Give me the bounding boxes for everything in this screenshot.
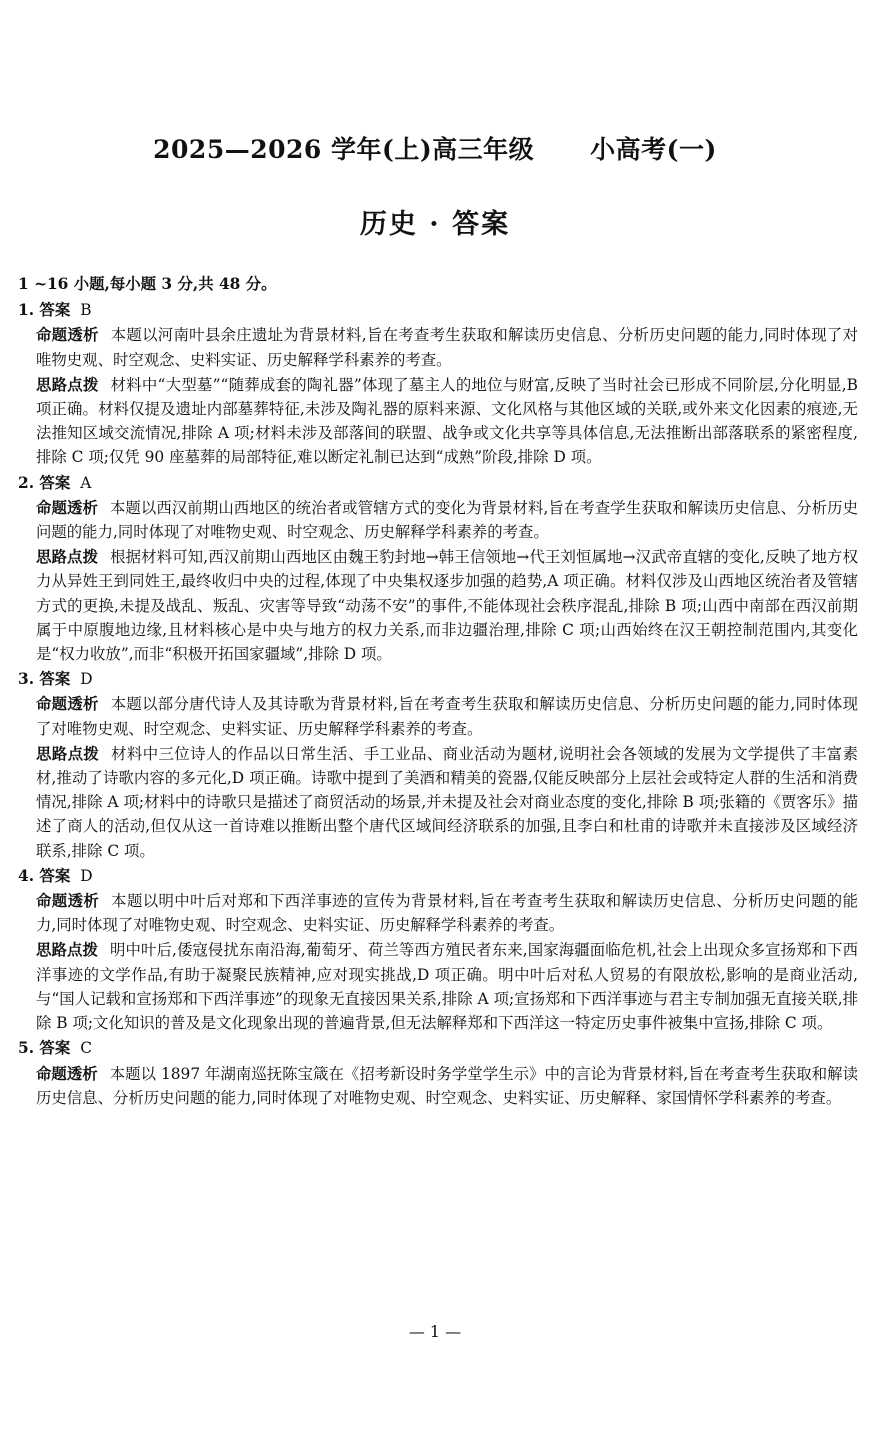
- analysis-text: 本题以西汉前期山西地区的统治者或管辖方式的变化为背景材料,旨在考查学生获取和解读历史信息、分析历史问题的能力,同时体现了对唯物史观、时空观念、历史解释学科素养的考查。: [36, 498, 858, 542]
- section-intro: 1 ~16 小题,每小题 3 分,共 48 分。: [18, 275, 277, 293]
- analysis-tag: 命题透析: [36, 498, 98, 517]
- answer-content: [18, 272, 858, 1111]
- hint-paragraph: [18, 545, 858, 666]
- question-answer-line: [18, 667, 858, 691]
- answer-letter: C: [80, 1039, 92, 1058]
- answer-letter: A: [80, 473, 92, 492]
- analysis-text: 本题以 1897 年湖南巡抚陈宝箴在《招考新设时务学堂学生示》中的言论为背景材料,旨在考查考生获取和解读历史信息、分析历史问题的能力,同时体现了对唯物史观、时空观念、史料实证、历史解释、家国情怀学科素养的考查。: [36, 1064, 858, 1107]
- page-title: 历史 · 答案: [359, 209, 511, 240]
- analysis-tag: 命题透析: [36, 326, 99, 345]
- hint-tag: 思路点拨: [36, 548, 99, 567]
- analysis-paragraph: [18, 496, 858, 544]
- hint-text: 明中叶后,倭寇侵扰东南沿海,葡萄牙、荷兰等西方殖民者东来,国家海疆面临危机,社会上出现众多宣扬郑和下西洋事迹的文学作品,有助于凝聚民族精神,应对现实挑战,D 项正确。明中叶后对私人贸易的有限放松,影响的是商业活动,与“国人记载和宣扬郑和下西洋事迹”的现象无直接因果关系,排除 A 项;宣扬郑和下西洋事迹与君主专制加强无直接关联,排除 B 项;文化知识的普及是文化现象出现的普遍背景,但无法解释郑和下西洋这一特定历史事件被集中宣扬,排除 C 项。: [36, 941, 858, 1033]
- exam-subtitle: 小高考(一): [590, 135, 717, 164]
- question-label: 5. 答案: [18, 1039, 71, 1058]
- analysis-text: 本题以部分唐代诗人及其诗歌为背景材料,旨在考查考生获取和解读历史信息、分析历史问题的能力,同时体现了对唯物史观、时空观念、史料实证、历史解释学科素养的考查。: [36, 695, 858, 738]
- analysis-tag: 命题透析: [36, 892, 100, 911]
- hint-paragraph: [18, 938, 858, 1035]
- question-label: 4. 答案: [18, 866, 71, 885]
- analysis-paragraph: [18, 1062, 858, 1110]
- question-block: [18, 298, 858, 469]
- question-block: [18, 1036, 858, 1110]
- exam-header: [0, 130, 870, 166]
- hint-text: 材料中三位诗人的作品以日常生活、手工业品、商业活动为题材,说明社会各领域的发展为文学提供了丰富素材,推动了诗歌内容的多元化,D 项正确。诗歌中提到了美酒和精美的瓷器,仅能反映部分上层社会或特定人群的生活和消费情况,排除 A 项;材料中的诗歌只是描述了商贸活动的场景,并未提及社会对商业态度的变化,排除 B 项;张籍的《贾客乐》描述了商人的活动,但仅从这一首诗难以推断出整个唐代区域间经济联系的加强,且李白和杜甫的诗歌并未直接涉及区域经济联系,排除 C 项。: [36, 744, 858, 860]
- answer-letter: B: [80, 301, 92, 320]
- hint-paragraph: [18, 742, 858, 863]
- question-block: [18, 667, 858, 863]
- question-label: 1. 答案: [18, 301, 71, 320]
- question-block: [18, 471, 858, 667]
- question-block: [18, 864, 858, 1035]
- answer-letter: D: [80, 670, 93, 689]
- page-number: — 1 —: [408, 1322, 462, 1341]
- analysis-tag: 命题透析: [36, 1064, 98, 1083]
- question-answer-line: [18, 864, 858, 888]
- hint-tag: 思路点拨: [36, 375, 99, 394]
- analysis-text: 本题以明中叶后对郑和下西洋事迹的宣传为背景材料,旨在考查考生获取和解读历史信息、分析历史问题的能力,同时体现了对唯物史观、时空观念、史料实证、历史解释学科素养的考查。: [36, 892, 858, 935]
- question-answer-line: [18, 298, 858, 322]
- hint-tag: 思路点拨: [36, 744, 100, 763]
- hint-paragraph: [18, 373, 858, 470]
- question-answer-line: [18, 471, 858, 495]
- analysis-paragraph: [18, 692, 858, 740]
- analysis-tag: 命题透析: [36, 695, 99, 714]
- question-label: 2. 答案: [18, 473, 71, 492]
- analysis-paragraph: [18, 323, 858, 371]
- exam-title: 2025—2026 学年(上)高三年级: [153, 135, 535, 164]
- hint-text: 根据材料可知,西汉前期山西地区由魏王豹封地→韩王信领地→代王刘恒属地→汉武帝直辖的变化,反映了地方权力从异姓王到同姓王,最终收归中央的过程,体现了中央集权逐步加强的趋势,A 项正确。材料仅涉及山西地区统治者及管辖方式的更换,未提及战乱、叛乱、灾害等导致“动荡不安”的事件,不能体现社会秩序混乱,排除 B 项;山西中南部在西汉前期属于中原腹地边缘,且材料核心是中央与地方的权力关系,而非边疆治理,排除 C 项;山西始终在汉王朝控制范围内,其变化是“权力收放”,而非“积极开拓国家疆域”,排除 D 项。: [36, 548, 858, 664]
- question-label: 3. 答案: [18, 670, 71, 689]
- analysis-paragraph: [18, 889, 858, 937]
- question-answer-line: [18, 1036, 858, 1060]
- hint-tag: 思路点拨: [36, 941, 98, 960]
- answer-letter: D: [80, 866, 93, 885]
- hint-text: 材料中“大型墓”“随葬成套的陶礼器”体现了墓主人的地位与财富,反映了当时社会已形成不同阶层,分化明显,B 项正确。材料仅提及遗址内部墓葬特征,未涉及陶礼器的原料来源、文化风格与其他区域的关联,或外来文化因素的痕迹,无法推知区域交流情况,排除 A 项;材料未涉及部落间的联盟、战争或文化共享等具体信息,无法推断出部落联系的紧密程度,排除 C 项;仅凭 90 座墓葬的局部特征,难以断定礼制已达到“成熟”阶段,排除 D 项。: [36, 375, 858, 467]
- analysis-text: 本题以河南叶县余庄遗址为背景材料,旨在考查考生获取和解读历史信息、分析历史问题的能力,同时体现了对唯物史观、时空观念、史料实证、历史解释学科素养的考查。: [36, 326, 858, 369]
